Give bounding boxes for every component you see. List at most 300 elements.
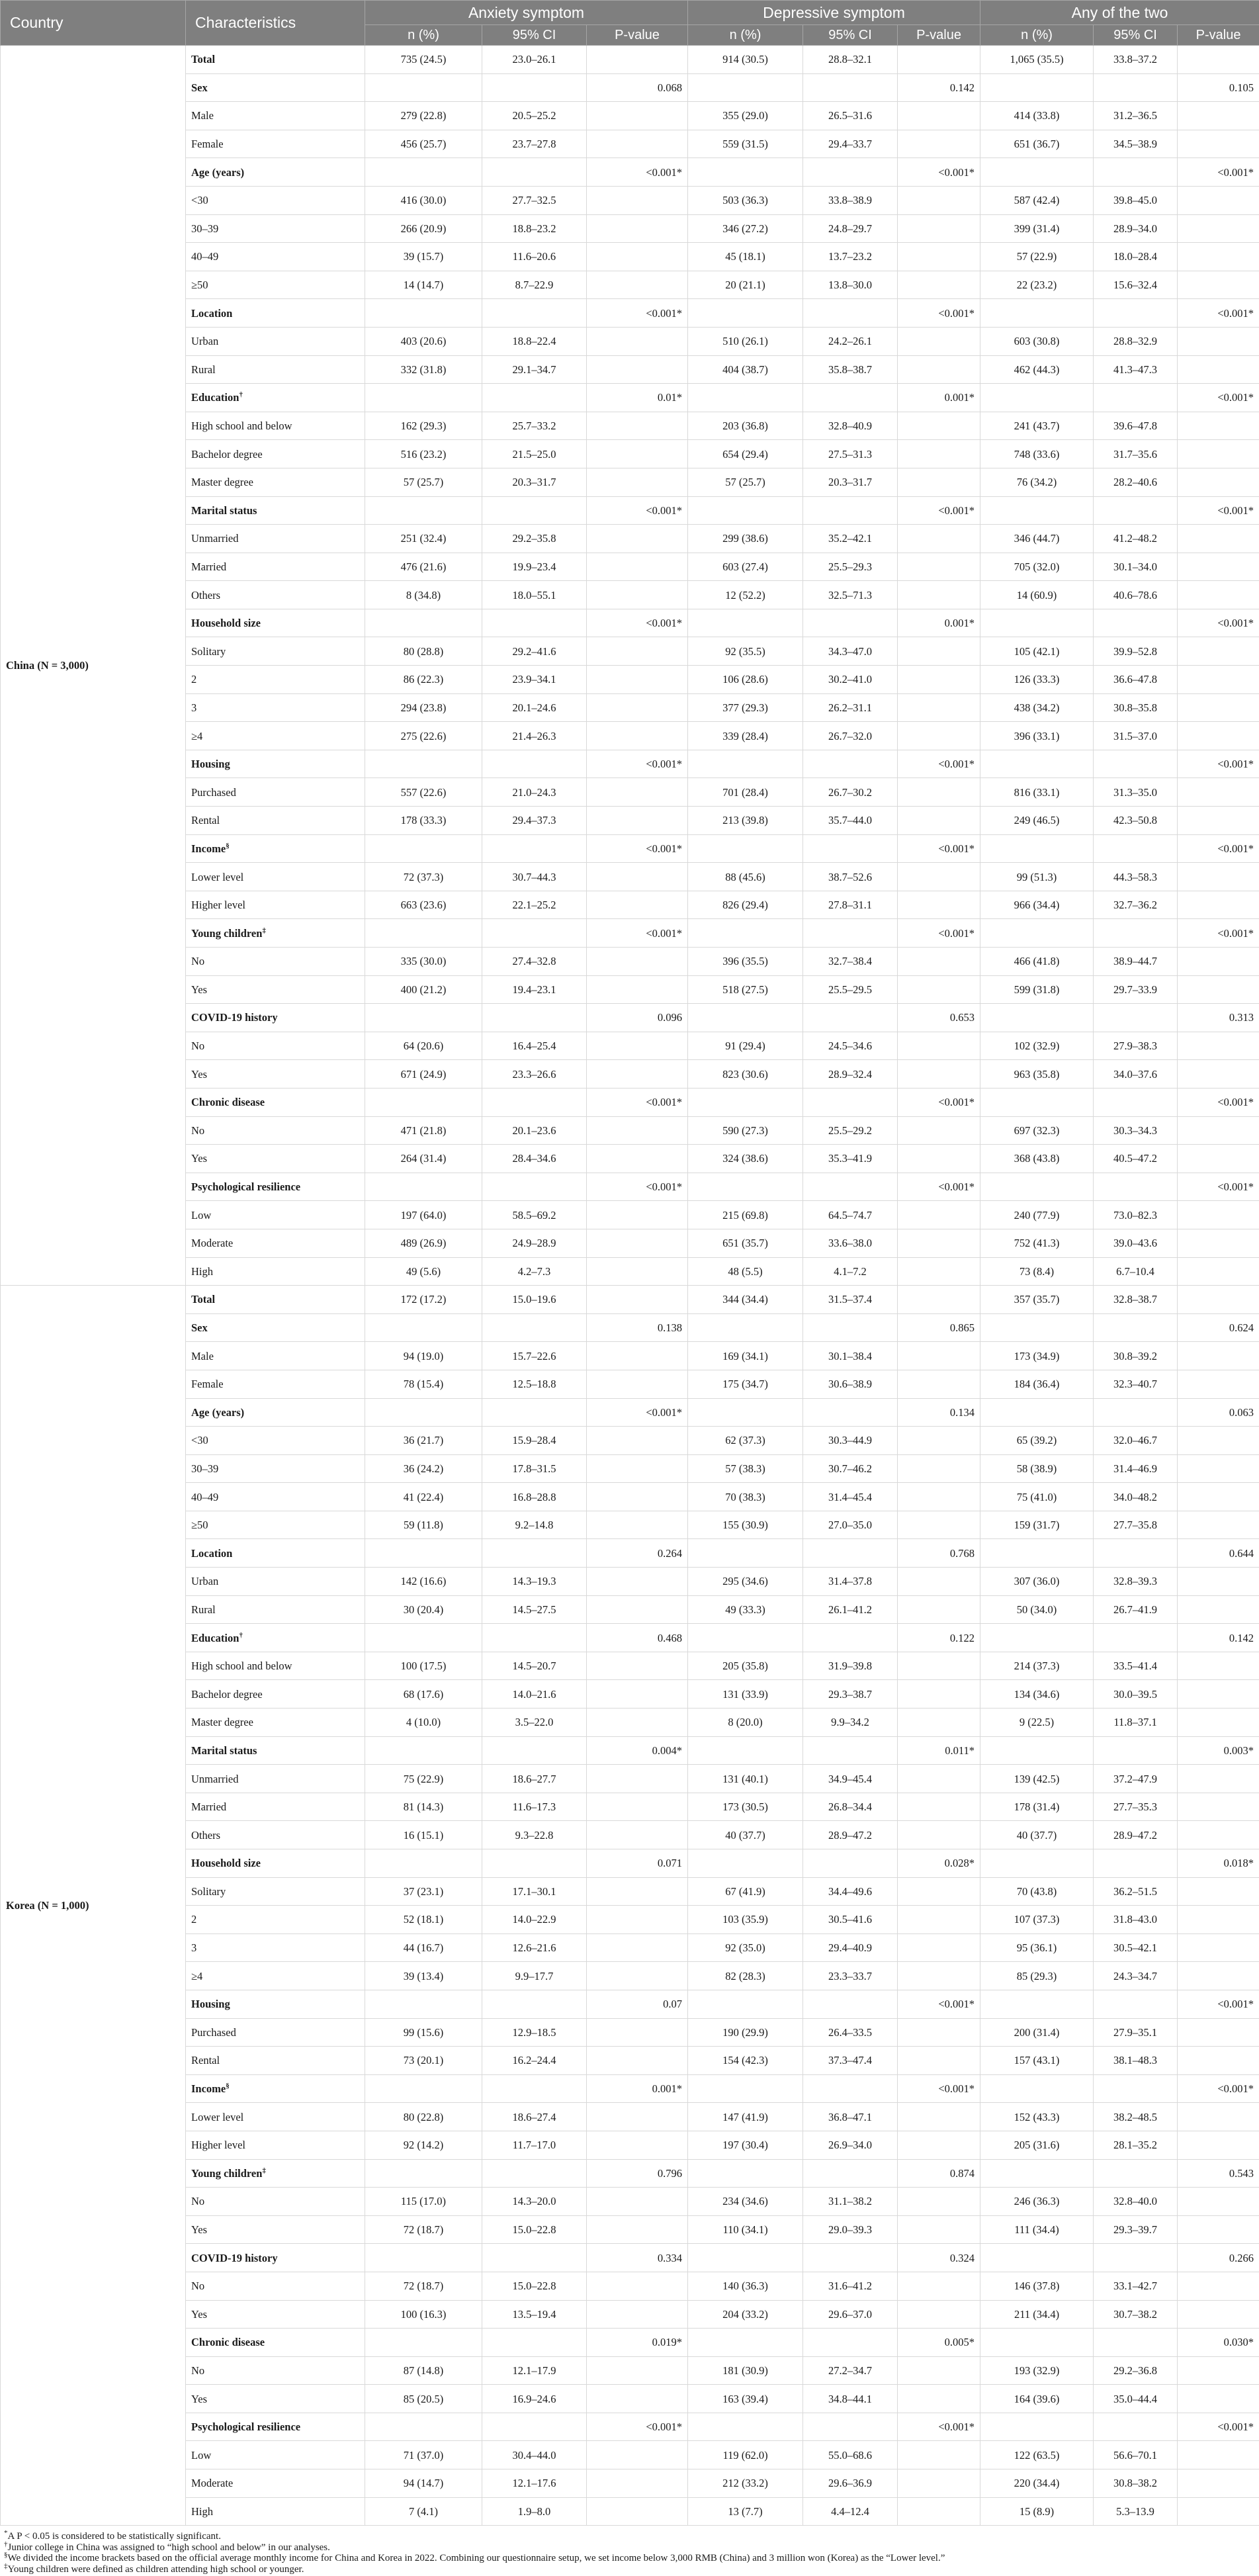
ci-cell: 28.8–32.1 xyxy=(803,46,898,74)
n-percent-cell xyxy=(980,2159,1094,2188)
p-value-cell: 0.003* xyxy=(1178,1736,1259,1765)
p-value-cell xyxy=(898,2441,980,2469)
subgroup-label xyxy=(186,975,365,1004)
p-value-cell xyxy=(587,1483,688,1511)
table-row xyxy=(1,919,1259,948)
n-percent-cell: 400 (21.2) xyxy=(365,975,482,1004)
ci-cell: 34.0–48.2 xyxy=(1094,1483,1178,1511)
characteristic-text: Yes xyxy=(191,1067,208,1081)
p-value-cell xyxy=(587,1765,688,1793)
table-row xyxy=(1,73,1259,102)
n-percent-cell: 111 (34.4) xyxy=(980,2215,1094,2244)
p-value-cell xyxy=(898,722,980,750)
ci-cell: 29.7–33.9 xyxy=(1094,975,1178,1004)
p-value-cell xyxy=(1178,271,1259,299)
ci-cell: 26.7–30.2 xyxy=(803,778,898,807)
subgroup-label xyxy=(186,186,365,214)
n-percent-cell: 71 (37.0) xyxy=(365,2441,482,2469)
subgroup-label xyxy=(186,1652,365,1680)
ci-cell xyxy=(803,2244,898,2272)
ci-cell: 29.1–34.7 xyxy=(482,355,587,384)
characteristic-text: 3 xyxy=(191,701,197,714)
p-value-cell xyxy=(587,1370,688,1398)
subgroup-label xyxy=(186,1821,365,1849)
table-row xyxy=(1,130,1259,158)
n-percent-cell xyxy=(365,919,482,948)
n-percent-cell: 39 (13.4) xyxy=(365,1962,482,1990)
subgroup-label xyxy=(186,2131,365,2159)
characteristic-text: Higher level xyxy=(191,2139,246,2152)
n-percent-cell xyxy=(980,2074,1094,2103)
p-value-cell xyxy=(587,1793,688,1821)
characteristic-text: Income xyxy=(191,2082,226,2096)
n-percent-cell xyxy=(688,2074,803,2103)
table-row xyxy=(1,1088,1259,1116)
n-percent-cell: 671 (24.9) xyxy=(365,1060,482,1088)
table-row xyxy=(1,102,1259,130)
ci-cell: 27.7–32.5 xyxy=(482,186,587,214)
characteristic-text: Moderate xyxy=(191,1237,234,1250)
p-value-cell xyxy=(587,2385,688,2413)
p-value-cell xyxy=(1178,891,1259,919)
n-percent-cell: 275 (22.6) xyxy=(365,722,482,750)
category-label xyxy=(186,46,365,74)
table-row xyxy=(1,750,1259,778)
p-value-cell xyxy=(898,863,980,891)
category-label xyxy=(186,2159,365,2188)
p-value-cell xyxy=(898,1652,980,1680)
ci-cell: 17.8–31.5 xyxy=(482,1454,587,1483)
p-value-cell xyxy=(898,1877,980,1906)
p-value-cell xyxy=(898,2215,980,2244)
p-value-cell xyxy=(898,2469,980,2498)
ci-cell: 4.1–7.2 xyxy=(803,1257,898,1286)
ci-cell: 35.8–38.7 xyxy=(803,355,898,384)
subgroup-label xyxy=(186,468,365,496)
subgroup-label xyxy=(186,1709,365,1737)
ci-cell xyxy=(803,384,898,412)
n-percent-cell: 181 (30.9) xyxy=(688,2356,803,2385)
p-value-cell: <0.001* xyxy=(1178,2074,1259,2103)
ci-cell: 30.7–44.3 xyxy=(482,863,587,891)
p-value-cell xyxy=(1178,2131,1259,2159)
n-percent-cell: 416 (30.0) xyxy=(365,186,482,214)
p-value-cell: 0.543 xyxy=(1178,2159,1259,2188)
ci-cell xyxy=(482,834,587,863)
table-row xyxy=(1,2413,1259,2441)
n-percent-cell xyxy=(688,1624,803,1652)
n-percent-cell: 462 (44.3) xyxy=(980,355,1094,384)
table-row xyxy=(1,1709,1259,1737)
n-percent-cell: 57 (25.7) xyxy=(365,468,482,496)
table-row xyxy=(1,525,1259,553)
ci-cell: 25.5–29.3 xyxy=(803,553,898,581)
p-value-cell xyxy=(898,214,980,243)
p-value-cell xyxy=(587,1342,688,1370)
n-percent-cell: 966 (34.4) xyxy=(980,891,1094,919)
p-value-cell xyxy=(1178,1454,1259,1483)
p-value-cell xyxy=(1178,214,1259,243)
n-percent-cell: 92 (14.2) xyxy=(365,2131,482,2159)
p-value-cell xyxy=(898,1709,980,1737)
p-value-cell: 0.653 xyxy=(898,1004,980,1032)
subgroup-label xyxy=(186,863,365,891)
p-value-cell xyxy=(898,1286,980,1314)
table-row xyxy=(1,1568,1259,1596)
ci-cell: 30.1–38.4 xyxy=(803,1342,898,1370)
ci-cell: 14.0–21.6 xyxy=(482,1680,587,1709)
n-percent-cell: 178 (33.3) xyxy=(365,807,482,835)
p-value-cell xyxy=(1178,2469,1259,2498)
n-percent-cell: 203 (36.8) xyxy=(688,412,803,440)
ci-cell xyxy=(482,73,587,102)
characteristic-text: Lower level xyxy=(191,2110,244,2123)
table-row xyxy=(1,1906,1259,1934)
ci-cell xyxy=(1094,299,1178,328)
ci-cell: 14.0–22.9 xyxy=(482,1906,587,1934)
table-row xyxy=(1,975,1259,1004)
subgroup-label xyxy=(186,2469,365,2498)
n-percent-cell xyxy=(688,1313,803,1342)
ci-cell xyxy=(482,2244,587,2272)
characteristic-text: <30 xyxy=(191,194,208,207)
n-percent-cell: 100 (17.5) xyxy=(365,1652,482,1680)
ci-cell xyxy=(482,2074,587,2103)
ci-cell: 12.6–21.6 xyxy=(482,1933,587,1962)
subheader-95-ci: 95% CI xyxy=(1094,25,1178,46)
n-percent-cell xyxy=(688,1173,803,1201)
n-percent-cell: 214 (37.3) xyxy=(980,1652,1094,1680)
n-percent-cell xyxy=(980,609,1094,637)
ci-cell: 33.6–38.0 xyxy=(803,1229,898,1257)
characteristic-text: Bachelor degree xyxy=(191,1687,263,1701)
ci-cell: 31.5–37.4 xyxy=(803,1286,898,1314)
p-value-cell: <0.001* xyxy=(898,2074,980,2103)
category-label xyxy=(186,496,365,525)
p-value-cell xyxy=(587,525,688,553)
characteristic-text: Age (years) xyxy=(191,165,245,179)
n-percent-cell: 197 (64.0) xyxy=(365,1201,482,1229)
n-percent-cell: 516 (23.2) xyxy=(365,440,482,468)
ci-cell xyxy=(482,1173,587,1201)
n-percent-cell: 14 (60.9) xyxy=(980,581,1094,609)
p-value-cell xyxy=(587,948,688,976)
subgroup-label xyxy=(186,666,365,694)
n-percent-cell xyxy=(365,1539,482,1568)
n-percent-cell xyxy=(365,1624,482,1652)
characteristic-text: Male xyxy=(191,1349,214,1362)
ci-cell: 26.5–31.6 xyxy=(803,102,898,130)
n-percent-cell xyxy=(365,299,482,328)
table-row xyxy=(1,2244,1259,2272)
p-value-cell xyxy=(1178,1342,1259,1370)
p-value-cell xyxy=(898,468,980,496)
p-value-cell: 0.028* xyxy=(898,1849,980,1878)
ci-cell: 31.6–41.2 xyxy=(803,2272,898,2300)
category-label xyxy=(186,919,365,948)
n-percent-cell xyxy=(980,384,1094,412)
table-row xyxy=(1,1933,1259,1962)
n-percent-cell xyxy=(980,496,1094,525)
subgroup-label xyxy=(186,581,365,609)
subgroup-label xyxy=(186,1483,365,1511)
ci-cell: 31.8–43.0 xyxy=(1094,1906,1178,1934)
footnote-text: Junior college in China was assigned to “high school and below” in our analyses. xyxy=(7,2542,330,2553)
ci-cell xyxy=(1094,919,1178,948)
ci-cell: 9.2–14.8 xyxy=(482,1511,587,1539)
n-percent-cell: 299 (38.6) xyxy=(688,525,803,553)
p-value-cell: 0.063 xyxy=(1178,1398,1259,1427)
table-row xyxy=(1,1680,1259,1709)
category-label xyxy=(186,750,365,778)
category-label xyxy=(186,1624,365,1652)
p-value-cell xyxy=(1178,1595,1259,1624)
ci-cell: 18.0–28.4 xyxy=(1094,243,1178,271)
p-value-cell: 0.468 xyxy=(587,1624,688,1652)
p-value-cell xyxy=(898,2018,980,2047)
n-percent-cell: 748 (33.6) xyxy=(980,440,1094,468)
characteristic-text: Total xyxy=(191,1293,216,1306)
ci-cell: 15.0–22.8 xyxy=(482,2272,587,2300)
p-value-cell xyxy=(1178,130,1259,158)
table-row xyxy=(1,1342,1259,1370)
table-row xyxy=(1,412,1259,440)
n-percent-cell: 173 (30.5) xyxy=(688,1793,803,1821)
table-body xyxy=(1,46,1259,2526)
characteristic-text: ≥4 xyxy=(191,729,203,742)
ci-cell: 15.6–32.4 xyxy=(1094,271,1178,299)
characteristic-text: Marital status xyxy=(191,1744,257,1757)
ci-cell: 22.1–25.2 xyxy=(482,891,587,919)
p-value-cell xyxy=(587,2356,688,2385)
ci-cell: 18.6–27.4 xyxy=(482,2103,587,2131)
ci-cell: 25.5–29.5 xyxy=(803,975,898,1004)
n-percent-cell xyxy=(980,2329,1094,2357)
p-value-cell xyxy=(898,2131,980,2159)
ci-cell xyxy=(803,919,898,948)
n-percent-cell xyxy=(688,1736,803,1765)
n-percent-cell xyxy=(688,2244,803,2272)
ci-cell: 29.3–39.7 xyxy=(1094,2215,1178,2244)
p-value-cell xyxy=(898,1765,980,1793)
ci-cell: 24.3–34.7 xyxy=(1094,1962,1178,1990)
p-value-cell xyxy=(898,271,980,299)
ci-cell xyxy=(482,1539,587,1568)
n-percent-cell xyxy=(980,1990,1094,2018)
table-row xyxy=(1,1173,1259,1201)
ci-cell: 40.6–78.6 xyxy=(1094,581,1178,609)
footnote-text: We divided the income brackets based on the official average monthly income for China and Korea in 2022. Combining our questionnaire setup, we set income below 3,000 RMB (China) and 3 million won (Korea) as the “Lower level.” xyxy=(7,2553,945,2564)
table-row xyxy=(1,299,1259,328)
p-value-cell: <0.001* xyxy=(1178,384,1259,412)
ci-cell: 27.4–32.8 xyxy=(482,948,587,976)
n-percent-cell: 590 (27.3) xyxy=(688,1116,803,1145)
ci-cell: 30.7–38.2 xyxy=(1094,2300,1178,2329)
n-percent-cell xyxy=(365,158,482,187)
table-row xyxy=(1,1962,1259,1990)
characteristic-text: Purchased xyxy=(191,2025,236,2039)
n-percent-cell: 4 (10.0) xyxy=(365,1709,482,1737)
n-percent-cell: 355 (29.0) xyxy=(688,102,803,130)
ci-cell: 28.9–47.2 xyxy=(803,1821,898,1849)
n-percent-cell: 157 (43.1) xyxy=(980,2047,1094,2075)
n-percent-cell: 7 (4.1) xyxy=(365,2497,482,2526)
ci-cell: 21.5–25.0 xyxy=(482,440,587,468)
table-row xyxy=(1,1483,1259,1511)
characteristic-text: Chronic disease xyxy=(191,2336,265,2349)
table-row xyxy=(1,2074,1259,2103)
p-value-cell xyxy=(1178,581,1259,609)
p-value-cell xyxy=(1178,975,1259,1004)
characteristic-text: Location xyxy=(191,306,233,320)
n-percent-cell: 91 (29.4) xyxy=(688,1032,803,1060)
subgroup-label xyxy=(186,243,365,271)
ci-cell: 19.4–23.1 xyxy=(482,975,587,1004)
category-label xyxy=(186,1286,365,1314)
n-percent-cell xyxy=(688,299,803,328)
table-row xyxy=(1,1454,1259,1483)
ci-cell xyxy=(1094,750,1178,778)
p-value-cell xyxy=(1178,102,1259,130)
table-row xyxy=(1,46,1259,74)
p-value-cell: 0.019* xyxy=(587,2329,688,2357)
characteristic-text: No xyxy=(191,955,205,968)
n-percent-cell: 73 (20.1) xyxy=(365,2047,482,2075)
n-percent-cell: 8 (20.0) xyxy=(688,1709,803,1737)
n-percent-cell: 205 (35.8) xyxy=(688,1652,803,1680)
p-value-cell: 0.068 xyxy=(587,73,688,102)
characteristic-text: Psychological resilience xyxy=(191,1180,301,1194)
footnote-mark: * xyxy=(4,2529,8,2538)
ci-cell: 41.3–47.3 xyxy=(1094,355,1178,384)
subgroup-label xyxy=(186,1370,365,1398)
ci-cell: 21.4–26.3 xyxy=(482,722,587,750)
characteristic-text: ≥4 xyxy=(191,1969,203,1982)
n-percent-cell: 30 (20.4) xyxy=(365,1595,482,1624)
p-value-cell xyxy=(1178,1060,1259,1088)
p-value-cell: 0.142 xyxy=(898,73,980,102)
ci-cell: 56.6–70.1 xyxy=(1094,2441,1178,2469)
p-value-cell xyxy=(1178,863,1259,891)
n-percent-cell: 58 (38.9) xyxy=(980,1454,1094,1483)
p-value-cell xyxy=(898,1821,980,1849)
ci-cell: 27.7–35.3 xyxy=(1094,1793,1178,1821)
ci-cell: 28.9–34.0 xyxy=(1094,214,1178,243)
characteristic-text: 2 xyxy=(191,673,197,686)
p-value-cell xyxy=(1178,1229,1259,1257)
subgroup-label xyxy=(186,891,365,919)
p-value-cell xyxy=(1178,693,1259,722)
ci-cell: 12.9–18.5 xyxy=(482,2018,587,2047)
category-label xyxy=(186,1173,365,1201)
n-percent-cell: 36 (24.2) xyxy=(365,1454,482,1483)
ci-cell: 29.4–33.7 xyxy=(803,130,898,158)
p-value-cell xyxy=(1178,722,1259,750)
ci-cell: 24.8–29.7 xyxy=(803,214,898,243)
table-row xyxy=(1,1032,1259,1060)
p-value-cell xyxy=(898,2356,980,2385)
p-value-cell xyxy=(587,102,688,130)
ci-cell: 35.7–44.0 xyxy=(803,807,898,835)
table-row xyxy=(1,553,1259,581)
p-value-cell xyxy=(1178,1286,1259,1314)
characteristic-text: Solitary xyxy=(191,644,226,658)
ci-cell: 25.5–29.2 xyxy=(803,1116,898,1145)
characteristic-text: Young children xyxy=(191,2166,263,2180)
ci-cell xyxy=(803,2329,898,2357)
ci-cell xyxy=(482,1313,587,1342)
ci-cell: 29.6–36.9 xyxy=(803,2469,898,2498)
characteristic-text: Housing xyxy=(191,758,230,771)
ci-cell: 30.4–44.0 xyxy=(482,2441,587,2469)
characteristic-text: Yes xyxy=(191,2223,208,2237)
footnote-mark: † xyxy=(4,2540,8,2548)
ci-cell: 29.0–39.3 xyxy=(803,2215,898,2244)
characteristic-text: Rural xyxy=(191,363,216,376)
subgroup-label xyxy=(186,1229,365,1257)
n-percent-cell: 65 (39.2) xyxy=(980,1427,1094,1455)
p-value-cell xyxy=(898,1680,980,1709)
p-value-cell xyxy=(898,693,980,722)
ci-cell xyxy=(482,919,587,948)
p-value-cell xyxy=(1178,1652,1259,1680)
footnote-marker: † xyxy=(239,1631,243,1640)
p-value-cell xyxy=(898,1793,980,1821)
subgroup-label xyxy=(186,2356,365,2385)
n-percent-cell: 162 (29.3) xyxy=(365,412,482,440)
ci-cell: 6.7–10.4 xyxy=(1094,1257,1178,1286)
p-value-cell xyxy=(898,1454,980,1483)
n-percent-cell: 80 (22.8) xyxy=(365,2103,482,2131)
ci-cell: 38.9–44.7 xyxy=(1094,948,1178,976)
p-value-cell: <0.001* xyxy=(1178,919,1259,948)
footnote xyxy=(4,2553,1259,2564)
ci-cell: 39.9–52.8 xyxy=(1094,637,1178,666)
ci-cell: 30.6–38.9 xyxy=(803,1370,898,1398)
characteristic-text: Low xyxy=(191,2448,212,2462)
footnote-text: Young children were defined as children attending high school or younger. xyxy=(7,2563,304,2575)
n-percent-cell xyxy=(980,1624,1094,1652)
n-percent-cell xyxy=(365,609,482,637)
subheader-p-value: P-value xyxy=(587,25,688,46)
table-row xyxy=(1,2131,1259,2159)
n-percent-cell: 471 (21.8) xyxy=(365,1116,482,1145)
subheader-n-percent: n (%) xyxy=(688,25,803,46)
ci-cell: 15.7–22.6 xyxy=(482,1342,587,1370)
ci-cell: 9.9–34.2 xyxy=(803,1709,898,1737)
n-percent-cell: 41 (22.4) xyxy=(365,1483,482,1511)
p-value-cell xyxy=(587,2497,688,2526)
n-percent-cell xyxy=(365,2413,482,2441)
p-value-cell: <0.001* xyxy=(1178,1088,1259,1116)
characteristic-text: Lower level xyxy=(191,870,244,883)
ci-cell xyxy=(803,299,898,328)
ci-cell: 4.4–12.4 xyxy=(803,2497,898,2526)
footnote xyxy=(4,2531,1259,2542)
n-percent-cell: 94 (19.0) xyxy=(365,1342,482,1370)
p-value-cell xyxy=(898,327,980,355)
n-percent-cell: 587 (42.4) xyxy=(980,186,1094,214)
ci-cell xyxy=(803,2159,898,2188)
n-percent-cell: 78 (15.4) xyxy=(365,1370,482,1398)
table-row xyxy=(1,1313,1259,1342)
table-row xyxy=(1,2329,1259,2357)
p-value-cell xyxy=(587,807,688,835)
n-percent-cell: 249 (46.5) xyxy=(980,807,1094,835)
p-value-cell: <0.001* xyxy=(1178,834,1259,863)
table-row xyxy=(1,1427,1259,1455)
p-value-cell xyxy=(587,863,688,891)
